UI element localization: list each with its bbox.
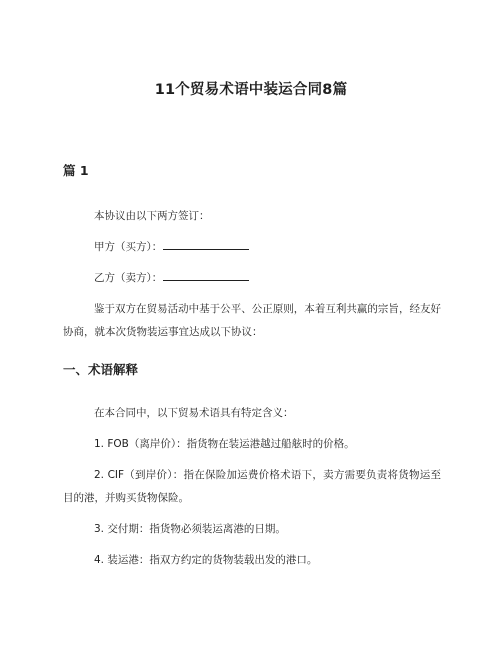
preamble-paragraph: 鉴于双方在贸易活动中基于公平、公正原则，本着互利共赢的宗旨，经友好协商，就本次货物装运事宜达成以下协议： <box>63 303 441 338</box>
party-a-blank <box>163 239 249 250</box>
term-item: 4. 装运港：指双方约定的货物装载出发的港口。 <box>94 554 318 566</box>
term-item: 2. CIF（到岸价）：指在保险加运费价格术语下，卖方需要负责将货物运至目的港，并购买货物保险。 <box>63 469 441 504</box>
clause-intro-paragraph: 在本合同中，以下贸易术语具有特定含义： <box>94 407 294 419</box>
party-b-blank <box>163 270 249 281</box>
document-title: 11个贸易术语中装运合同8篇 <box>154 82 348 98</box>
party-b-label: 乙方（卖方）： <box>94 272 163 284</box>
intro-paragraph: 本协议由以下两方签订： <box>94 210 210 222</box>
party-a-line <box>63 236 441 259</box>
term-item: 3. 交付期：指货物必须装运离港的日期。 <box>94 523 286 535</box>
party-b-line <box>63 267 441 290</box>
term-item: 1. FOB（离岸价）：指货物在装运港越过船舷时的价格。 <box>94 438 355 450</box>
party-a-label: 甲方（买方）： <box>94 241 163 253</box>
clause-heading: 一、术语解释 <box>63 362 139 377</box>
section-heading: 篇 1 <box>63 163 89 178</box>
